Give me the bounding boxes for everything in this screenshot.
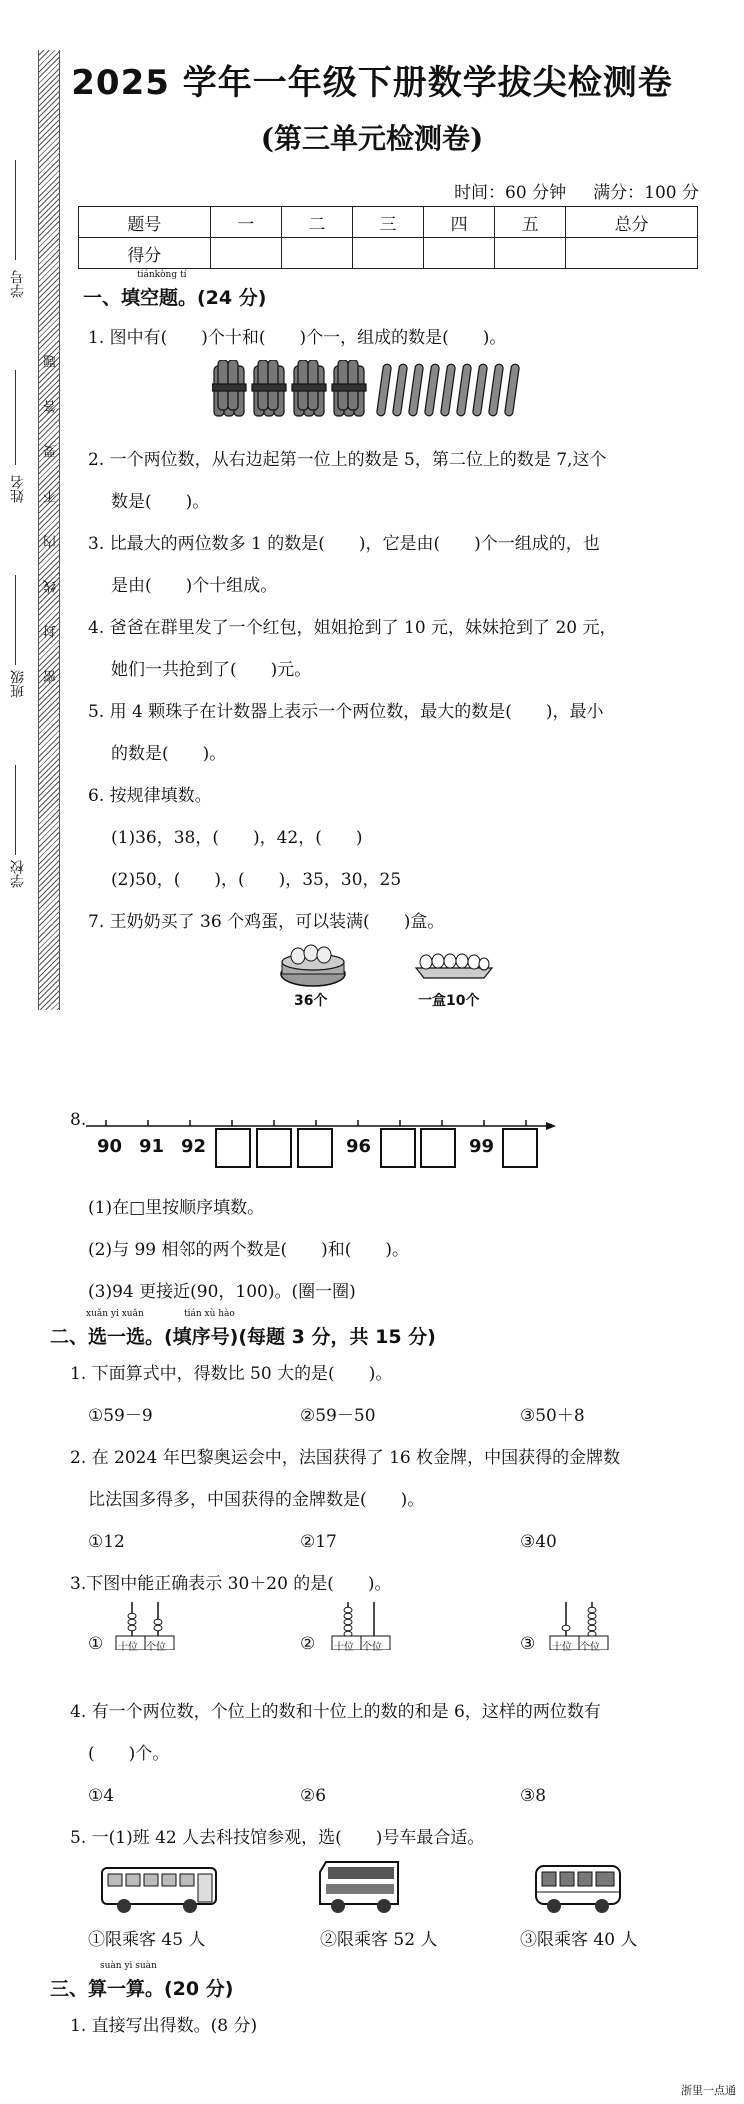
exam-meta (454, 178, 699, 203)
number-line-label: 96 (346, 1136, 372, 1157)
binding-margin (38, 50, 60, 1010)
option[interactable]: ①4 (88, 1786, 115, 1806)
class-label: 班级 (10, 670, 26, 698)
number-line-label: 92 (181, 1136, 207, 1157)
egg-basket-icon (278, 940, 348, 988)
score-cell: 三 (352, 207, 423, 238)
pinyin-annotation: suàn yi suàn (100, 1961, 157, 1971)
score-input-cell[interactable] (352, 238, 423, 269)
class-line (15, 575, 16, 665)
score-cell: 题号 (79, 207, 211, 238)
exam-title: 2025 学年一年级下册数学拔尖检测卷 (71, 63, 673, 103)
egg-box-icon (414, 948, 494, 980)
score-input-cell[interactable] (566, 238, 698, 269)
score-input-cell[interactable] (210, 238, 281, 269)
question-3: 3. 比最大的两位数多 1 的数是( )，它是由( )个一组成的，也 (88, 534, 600, 554)
abacus-label-ones: 个位 (362, 1642, 382, 1653)
seal-char: 线 (44, 580, 59, 593)
option[interactable]: ③限乘客 40 人 (520, 1930, 638, 1950)
score-cell: 四 (424, 207, 495, 238)
abacus-label-tens: 十位 (334, 1642, 354, 1653)
score-table-score-row (79, 238, 698, 269)
option[interactable]: ③40 (520, 1532, 557, 1552)
question-8-part-2: (2)与 99 相邻的两个数是( )和( )。 (88, 1240, 410, 1260)
question-1: 1. 下面算式中，得数比 50 大的是( )。 (70, 1364, 393, 1384)
question-5-cont: 的数是( )。 (111, 744, 227, 764)
question-5: 5. 用 4 颗珠子在计数器上表示一个两位数，最大的数是( )，最小 (88, 702, 604, 722)
score-input-cell[interactable] (281, 238, 352, 269)
answer-box[interactable] (502, 1128, 538, 1168)
seal-char: 内 (44, 535, 59, 548)
seal-char: 不 (44, 490, 59, 503)
question-6-part-1: (1)36，38，( )，42，( ) (111, 828, 363, 848)
question-2: 2. 在 2024 年巴黎奥运会中，法国获得了 16 枚金牌，中国获得的金牌数 (70, 1448, 621, 1468)
number-line-label: 90 (97, 1136, 123, 1157)
question-4-cont: ( )个。 (88, 1744, 170, 1764)
score-cell: 总分 (566, 207, 698, 238)
score-cell: 一 (210, 207, 281, 238)
question-2-cont: 数是( )。 (111, 492, 210, 512)
answer-box[interactable] (215, 1128, 251, 1168)
option[interactable]: ③50＋8 (520, 1406, 585, 1426)
time-limit: 时间：60 分钟 (454, 183, 567, 203)
egg-basket-label: 36个 (294, 993, 328, 1009)
seal-char: 要 (44, 445, 59, 458)
full-score: 满分：100 分 (593, 183, 699, 203)
option[interactable]: ③8 (520, 1786, 547, 1806)
score-cell: 五 (495, 207, 566, 238)
answer-box[interactable] (297, 1128, 333, 1168)
score-table (78, 206, 698, 269)
question-6-part-2: (2)50，( )，( )，35，30，25 (111, 870, 402, 890)
option[interactable]: ①12 (88, 1532, 125, 1552)
pinyin-annotation: tiánkòng tí (137, 270, 187, 280)
pinyin-annotation: xuǎn yi xuǎn (86, 1309, 144, 1319)
question-1: 1. 图中有( )个十和( )个一，组成的数是( )。 (88, 328, 507, 348)
exam-subtitle: (第三单元检测卷) (260, 122, 484, 155)
section-title: 三、算一算。(20 分) (50, 1978, 234, 2000)
option-mark[interactable]: ③ (520, 1634, 536, 1654)
answer-box[interactable] (256, 1128, 292, 1168)
number-line-label: 99 (469, 1136, 495, 1157)
question-3-cont: 是由( )个十组成。 (111, 576, 278, 596)
question-5: 5. 一(1)班 42 人去科技馆参观，选( )号车最合适。 (70, 1828, 485, 1848)
question-6: 6. 按规律填数。 (88, 786, 212, 806)
option-mark[interactable]: ② (300, 1634, 316, 1654)
bundle-of-ten-icon (292, 360, 326, 416)
section-title: 二、选一选。(填序号)(每题 3 分，共 15 分) (50, 1326, 436, 1348)
bus-icon (534, 1862, 622, 1914)
seal-char: 密 (44, 670, 59, 683)
abacus-label-tens: 十位 (118, 1642, 138, 1653)
abacus-label-tens: 十位 (552, 1642, 572, 1653)
pinyin-annotation: tián xù hào (184, 1309, 235, 1319)
abacus-label-ones: 个位 (580, 1642, 600, 1653)
score-input-cell[interactable] (424, 238, 495, 269)
school-line (15, 765, 16, 855)
egg-box-label: 一盒10个 (418, 993, 480, 1009)
school-label: 学校 (10, 860, 26, 888)
option-mark[interactable]: ① (88, 1634, 104, 1654)
question-2: 2. 一个两位数，从右边起第一位上的数是 5，第二位上的数是 7,这个 (88, 450, 607, 470)
bundle-of-ten-icon (252, 360, 286, 416)
score-cell: 得分 (79, 238, 211, 269)
answer-box[interactable] (380, 1128, 416, 1168)
seal-char: 题 (44, 355, 59, 368)
student-id-line (15, 160, 16, 260)
option[interactable]: ②59－50 (300, 1406, 376, 1426)
name-line (15, 370, 16, 465)
score-table-header-row (79, 207, 698, 238)
option[interactable]: ②6 (300, 1786, 327, 1806)
seal-char: 答 (44, 400, 59, 413)
question-1: 1. 直接写出得数。(8 分) (70, 2016, 258, 2036)
name-label: 姓名 (10, 475, 26, 503)
question-4: 4. 爸爸在群里发了一个红包，姐姐抢到了 10 元，妹妹抢到了 20 元， (88, 618, 617, 638)
option[interactable]: ①59－9 (88, 1406, 153, 1426)
question-4-cont: 她们一共抢到了( )元。 (111, 660, 312, 680)
student-id-label: 学号 (10, 270, 26, 298)
answer-box[interactable] (420, 1128, 456, 1168)
section-title: 一、填空题。(24 分) (83, 287, 267, 309)
question-7: 7. 王奶奶买了 36 个鸡蛋，可以装满( )盒。 (88, 912, 445, 932)
option[interactable]: ①限乘客 45 人 (88, 1930, 206, 1950)
abacus-label-ones: 个位 (146, 1642, 166, 1653)
question-2-cont: 比法国多得多，中国获得的金牌数是( )。 (88, 1490, 425, 1510)
question-8-part-1: (1)在□里按顺序填数。 (88, 1198, 265, 1218)
bundle-of-ten-icon (332, 360, 366, 416)
single-stick-icon (376, 364, 519, 417)
option[interactable]: ②17 (300, 1532, 337, 1552)
question-4: 4. 有一个两位数，个位上的数和十位上的数的和是 6，这样的两位数有 (70, 1702, 601, 1722)
question-8: 8. (70, 1110, 87, 1130)
footer-brand: 浙里一点通 (681, 2084, 736, 2097)
number-line-label: 91 (139, 1136, 165, 1157)
option[interactable]: ②限乘客 52 人 (320, 1930, 438, 1950)
bus-icon (100, 1862, 220, 1914)
score-input-cell[interactable] (495, 238, 566, 269)
seal-char: 封 (44, 625, 59, 638)
score-cell: 二 (281, 207, 352, 238)
double-decker-bus-icon (318, 1858, 402, 1914)
sticks-bundles-figure (212, 360, 532, 422)
bundle-of-ten-icon (212, 360, 246, 416)
question-8-part-3: (3)94 更接近(90，100)。(圈一圈) (88, 1282, 356, 1302)
question-3: 3.下图中能正确表示 30＋20 的是( )。 (70, 1574, 392, 1594)
